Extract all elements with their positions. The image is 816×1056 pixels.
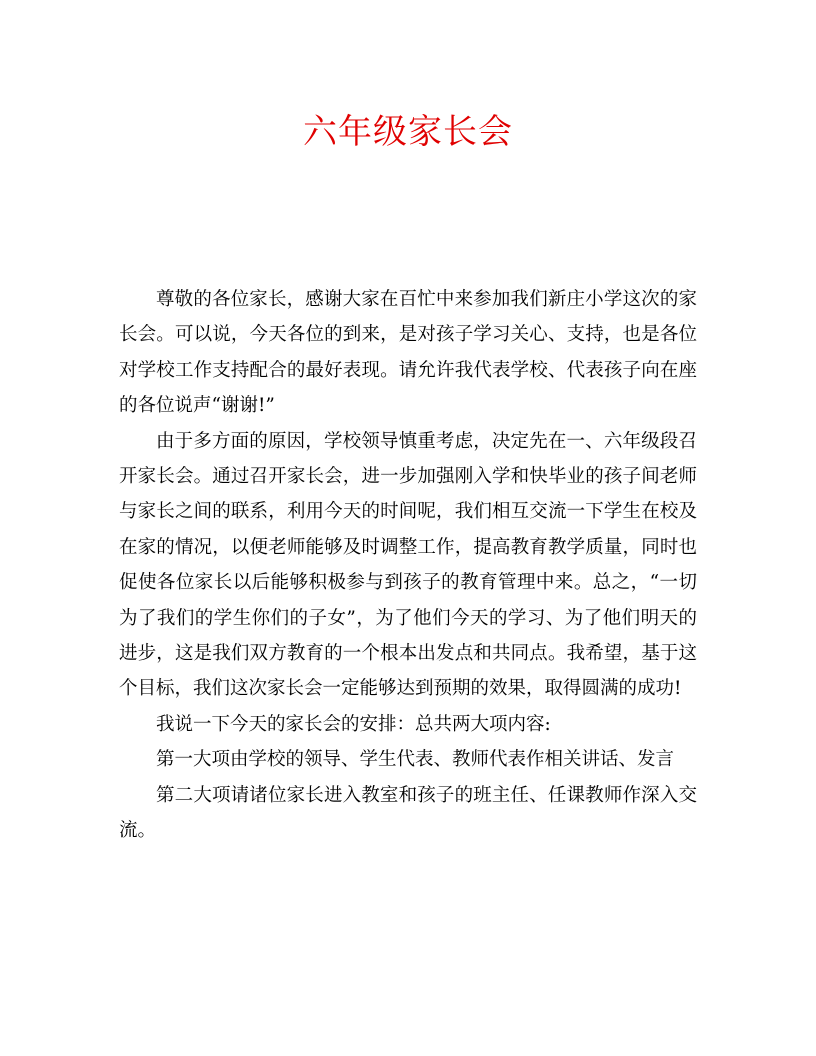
- document-title: 六年级家长会: [303, 112, 513, 152]
- paragraph-schedule-item-1: 第一大项由学校的领导、学生代表、教师代表作相关讲话、发言: [156, 749, 675, 771]
- document-body: [119, 282, 697, 849]
- paragraph-greeting: 尊敬的各位家长，感谢大家在百忙中来参加我们新庄小学这次的家长会。可以说，今天各位的到来，是对孩子学习关心、支持，也是各位对学校工作支持配合的最好表现。请允许我代表学校、代表孩子向在座的各位说声“谢谢!”: [119, 289, 697, 417]
- paragraph-schedule-item-2: 第二大项请诸位家长进入教室和孩子的班主任、任课教师作深入交流。: [119, 784, 697, 842]
- paragraph-schedule-intro: 我说一下今天的家长会的安排：总共两大项内容:: [156, 713, 551, 735]
- paragraph-purpose: 由于多方面的原因，学校领导慎重考虑，决定先在一、六年级段召开家长会。通过召开家长会，进一步加强刚入学和快毕业的孩子间老师与家长之间的联系，利用今天的时间呢，我们相互交流一下学生在校及在家的情况，以便老师能够及时调整工作，提高教育教学质量，同时也促使各位家长以后能够积极参与到孩子的教育管理中来。总之，“一切为了我们的学生你们的子女”，为了他们今天的学习、为了他们明天的进步，这是我们双方教育的一个根本出发点和共同点。我希望，基于这个目标，我们这次家长会一定能够达到预期的效果，取得圆满的成功!: [119, 430, 697, 700]
